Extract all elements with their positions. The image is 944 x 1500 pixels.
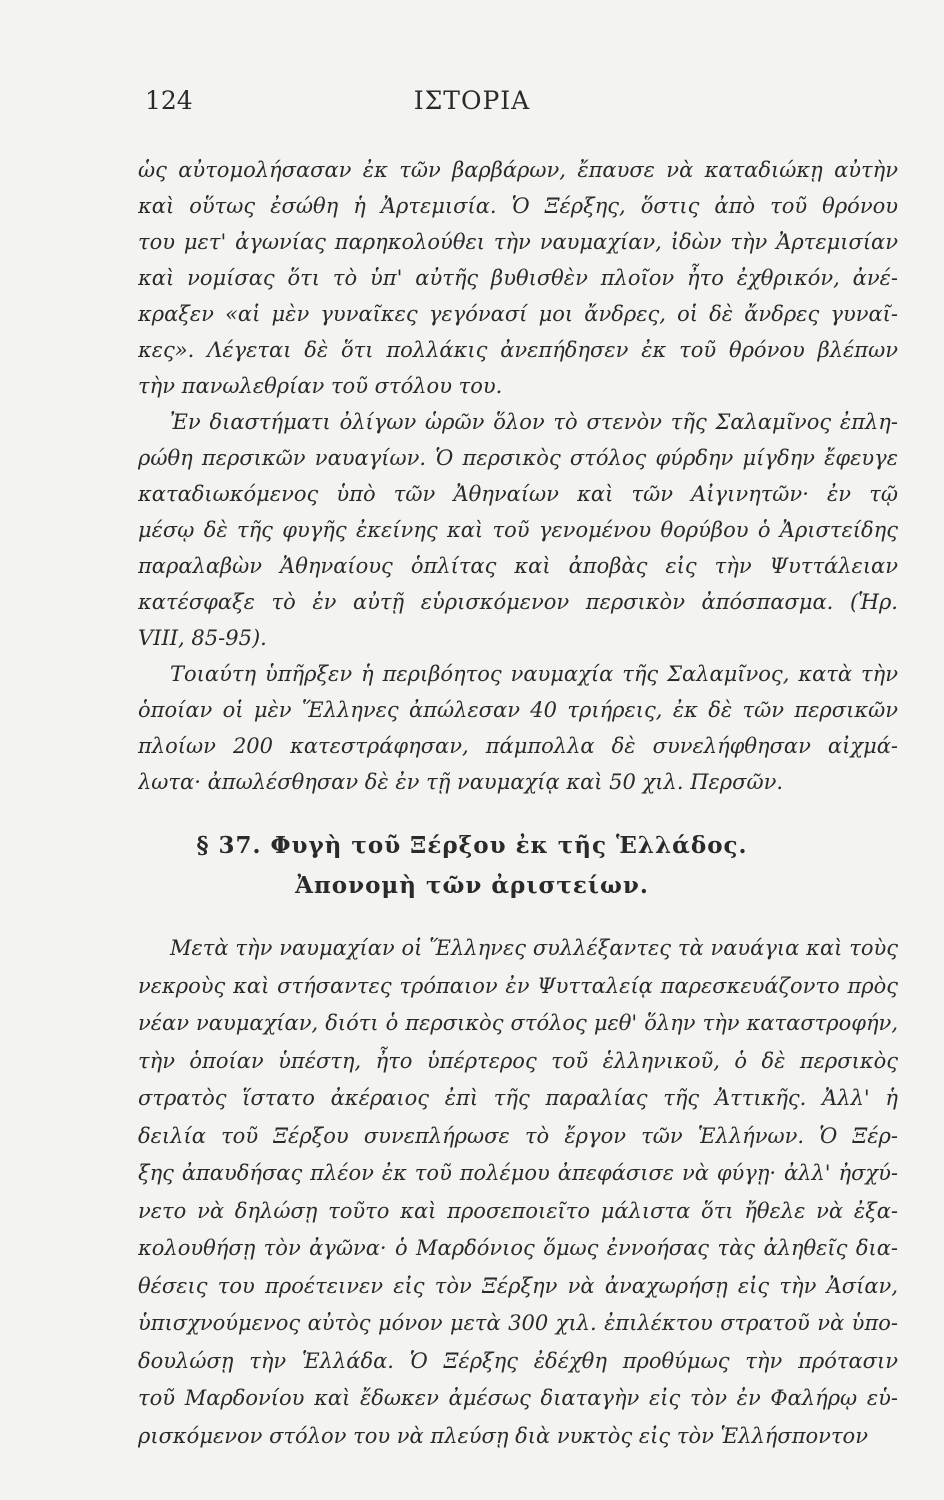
paragraph-1 xyxy=(138,152,898,404)
text-line: τὴν ὁποίαν ὑπέστη, ἦτο ὑπέρτερος τοῦ ἑλληνικοῦ, ὁ δὲ περσικὸς xyxy=(138,1048,898,1073)
text-line: λωτα· ἀπωλέσθησαν δὲ ἐν τῇ ναυμαχίᾳ καὶ 50 χιλ. Περσῶν. xyxy=(138,770,784,794)
text-line: στρατὸς ἵστατο ἀκέραιος ἐπὶ τῆς παραλίας τῆς Ἀττικῆς. Ἀλλ' ἡ xyxy=(138,1086,898,1110)
section-heading-line-1: § 37. Φυγὴ τοῦ Ξέρξου ἐκ τῆς Ἑλλάδος. xyxy=(196,832,748,859)
section-heading xyxy=(0,826,944,906)
text-line: Ἐν διαστήματι ὀλίγων ὡρῶν ὅλον τὸ στενὸν τῆς Σαλαμῖνος ἐπλη- xyxy=(170,410,898,434)
text-line: ὑπισχνούμενος αὐτὸς μόνον μετὰ 300 χιλ. ἐπιλέκτου στρατοῦ νὰ ὑπο- xyxy=(138,1311,898,1335)
text-line: δειλία τοῦ Ξέρξου συνεπλήρωσε τὸ ἔργον τῶν Ἑλλήνων. Ὁ Ξέρ- xyxy=(138,1123,898,1148)
section-heading-line-2: Ἀπονομὴ τῶν ἀριστείων. xyxy=(295,872,649,899)
text-line: του μετ' ἀγωνίας παρηκολούθει τὴν ναυμαχίαν, ἰδὼν τὴν Ἀρτεμισίαν xyxy=(138,230,898,254)
paragraph-3 xyxy=(138,656,898,800)
paragraph-4 xyxy=(138,930,898,1455)
text-line: παραλαβὼν Ἀθηναίους ὁπλίτας καὶ ἀποβὰς εἰς τὴν Ψυττάλειαν xyxy=(138,554,898,578)
page-number: 124 xyxy=(145,86,193,115)
text-line: ὡς αὐτομολήσασαν ἐκ τῶν βαρβάρων, ἔπαυσε νὰ καταδιώκῃ αὐτὴν xyxy=(138,158,898,182)
text-line: ρισκόμενον στόλον του νὰ πλεύσῃ διὰ νυκτὸς εἰς τὸν Ἑλλήσποντον xyxy=(138,1423,868,1448)
text-line: ὁποίαν οἱ μὲν Ἕλληνες ἀπώλεσαν 40 τριήρεις, ἐκ δὲ τῶν περσικῶν xyxy=(138,698,898,722)
text-line: Τοιαύτη ὑπῆρξεν ἡ περιβόητος ναυμαχία τῆς Σαλαμῖνος, κατὰ τὴν xyxy=(170,662,898,686)
page-header xyxy=(0,86,944,126)
text-line: πλοίων 200 κατεστράφησαν, πάμπολλα δὲ συνελήφθησαν αἰχμά- xyxy=(138,734,898,758)
text-line: καὶ οὕτως ἐσώθη ἡ Ἀρτεμισία. Ὁ Ξέρξης, ὅστις ἀπὸ τοῦ θρόνου xyxy=(138,194,898,218)
text-line: θέσεις του προέτεινεν εἰς τὸν Ξέρξην νὰ ἀναχωρήσῃ εἰς τὴν Ἀσίαν, xyxy=(138,1273,898,1298)
text-line: νεκροὺς καὶ στήσαντες τρόπαιον ἐν Ψυτταλείᾳ παρεσκευάζοντο πρὸς xyxy=(138,973,898,998)
text-line: τοῦ Μαρδονίου καὶ ἔδωκεν ἀμέσως διαταγὴν εἰς τὸν ἐν Φαλήρῳ εὑ- xyxy=(138,1386,898,1410)
text-line: κες». Λέγεται δὲ ὅτι πολλάκις ἀνεπήδησεν ἐκ τοῦ θρόνου βλέπων xyxy=(138,338,898,362)
text-line: δουλώσῃ τὴν Ἑλλάδα. Ὁ Ξέρξης ἐδέχθη προθύμως τὴν πρότασιν xyxy=(138,1348,898,1373)
text-line: κατέσφαξε τὸ ἐν αὐτῇ εὑρισκόμενον περσικὸν ἀπόσπασμα. (Ἡρ. xyxy=(138,590,898,614)
text-line: τὴν πανωλεθρίαν τοῦ στόλου του. xyxy=(138,374,503,398)
text-line: καὶ νομίσας ὅτι τὸ ὑπ' αὐτῆς βυθισθὲν πλοῖον ἦτο ἐχθρικόν, ἀνέ- xyxy=(138,266,898,290)
running-title: ΙΣΤΟΡΙΑ xyxy=(413,86,531,115)
text-line: κολουθήσῃ τὸν ἀγῶνα· ὁ Μαρδόνιος ὅμως ἐννοήσας τὰς ἀληθεῖς δια- xyxy=(138,1236,898,1260)
text-line: ξης ἀπαυδήσας πλέον ἐκ τοῦ πολέμου ἀπεφάσισε νὰ φύγῃ· ἀλλ' ἠσχύ- xyxy=(138,1161,898,1185)
text-line: ρώθη περσικῶν ναυαγίων. Ὁ περσικὸς στόλος φύρδην μίγδην ἔφευγε xyxy=(138,446,898,470)
text-line: κραξεν «αἱ μὲν γυναῖκες γεγόνασί μοι ἄνδρες, οἱ δὲ ἄνδρες γυναῖ- xyxy=(138,302,898,326)
text-line: νέαν ναυμαχίαν, διότι ὁ περσικὸς στόλος μεθ' ὅλην τὴν καταστροφήν, xyxy=(138,1011,898,1035)
text-line: νετο νὰ δηλώσῃ τοῦτο καὶ προσεποιεῖτο μάλιστα ὅτι ἤθελε νὰ ἐξα- xyxy=(138,1198,898,1223)
text-line: VIII, 85-95). xyxy=(138,626,267,650)
text-line: καταδιωκόμενος ὑπὸ τῶν Ἀθηναίων καὶ τῶν Αἰγινητῶν· ἐν τῷ xyxy=(138,482,898,506)
paragraph-2 xyxy=(138,404,898,656)
text-line: μέσῳ δὲ τῆς φυγῆς ἐκείνης καὶ τοῦ γενομένου θορύβου ὁ Ἀριστείδης xyxy=(138,518,898,542)
text-line: Μετὰ τὴν ναυμαχίαν οἱ Ἕλληνες συλλέξαντες τὰ ναυάγια καὶ τοὺς xyxy=(170,936,898,960)
